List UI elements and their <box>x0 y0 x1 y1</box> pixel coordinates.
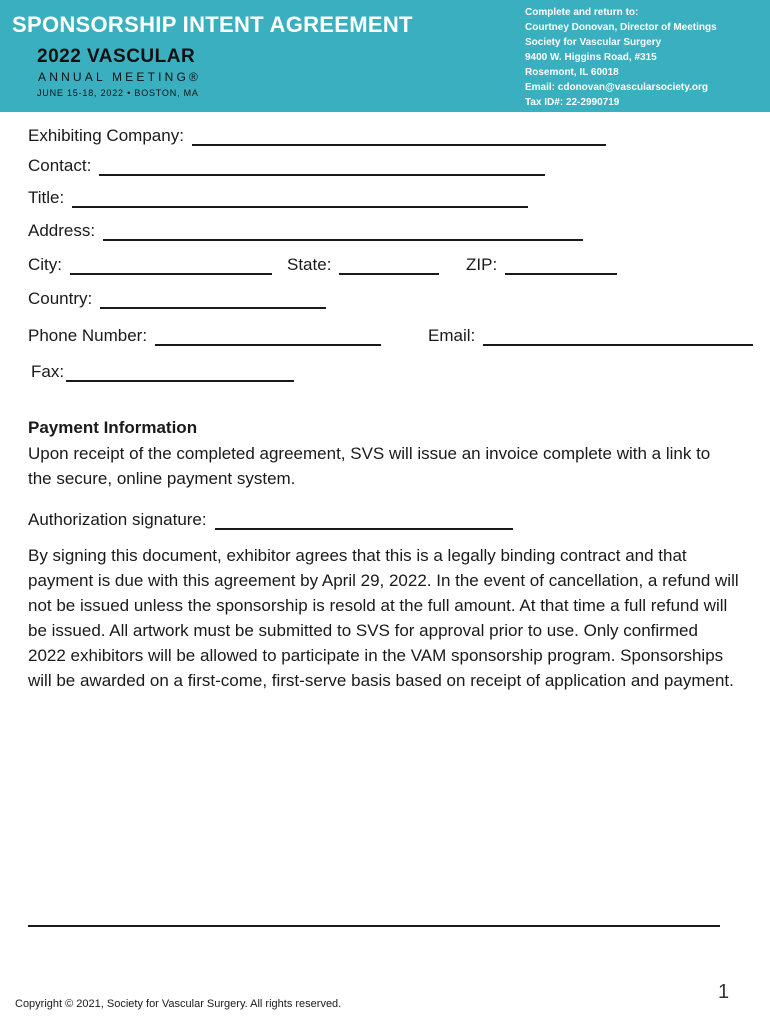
exhibiting-company-label: Exhibiting Company: <box>28 126 184 145</box>
page-number: 1 <box>718 981 730 1003</box>
contact-line: Tax ID#: 22-2990719 <box>525 97 620 108</box>
title-field[interactable] <box>72 190 528 208</box>
event-logo-subtitle: ANNUAL MEETING® <box>38 70 202 84</box>
copyright-notice: Copyright © 2021, Society for Vascular Surgery. All rights reserved. <box>15 998 342 1010</box>
zip-field[interactable] <box>505 257 617 275</box>
title-label: Title: <box>28 188 65 207</box>
terms-paragraph: By signing this document, exhibitor agrees that this is a legally binding contract and that payment is due with this agreement by April 29, 2022. In the event of cancellation, a refund will not be issued unless the sponsorship is resold at the full amount. At that time a full refund will be issued. All artwork must be submitted to SVS for approval prior to use. Only confirmed 2022 exhibitors will be allowed to participate in the VAM sponsorship program. Sponsorships will be awarded on a first-come, first-serve basis based on receipt of application and payment. <box>28 546 739 690</box>
authorization-signature-field[interactable] <box>215 512 513 530</box>
authorization-label: Authorization signature: <box>28 510 207 529</box>
payment-intro: Upon receipt of the completed agreement, SVS will issue an invoice complete with a link to the secure, online payment system. <box>28 444 711 488</box>
title-row <box>28 188 528 208</box>
contact-line: Email: cdonovan@vascularsociety.org <box>525 82 708 93</box>
state-label: State: <box>287 255 332 274</box>
exhibiting-company-row <box>28 126 606 146</box>
zip-label: ZIP: <box>466 255 498 274</box>
zip-row <box>466 255 617 275</box>
contact-row <box>28 156 545 176</box>
exhibiting-company-field[interactable] <box>192 128 606 146</box>
phone-label: Phone Number: <box>28 326 148 345</box>
state-row <box>287 255 439 275</box>
contact-line: 9400 W. Higgins Road, #315 <box>525 52 657 63</box>
page-title: SPONSORSHIP INTENT AGREEMENT <box>12 12 413 37</box>
address-row <box>28 221 583 241</box>
contact-line: Courtney Donovan, Director of Meetings <box>525 22 717 33</box>
country-label: Country: <box>28 289 93 308</box>
address-field[interactable] <box>103 223 583 241</box>
payment-heading: Payment Information <box>28 418 198 437</box>
event-logo-name: 2022 VASCULAR <box>37 46 196 67</box>
state-field[interactable] <box>339 257 439 275</box>
country-row <box>28 289 326 309</box>
contact-line: Society for Vascular Surgery <box>525 37 662 48</box>
email-field[interactable] <box>483 328 753 346</box>
phone-row <box>28 326 381 346</box>
fax-label: Fax: <box>31 362 65 381</box>
contact-info <box>525 5 717 110</box>
country-field[interactable] <box>100 291 326 309</box>
phone-field[interactable] <box>155 328 381 346</box>
contact-label: Contact: <box>28 156 92 175</box>
authorization-row <box>28 510 513 530</box>
city-label: City: <box>28 255 62 274</box>
header-banner <box>0 0 770 112</box>
signature-line[interactable] <box>28 925 720 927</box>
city-row <box>28 255 272 275</box>
email-row <box>428 326 753 346</box>
fax-field[interactable] <box>66 364 294 382</box>
fax-row <box>31 362 294 382</box>
city-field[interactable] <box>70 257 272 275</box>
email-label: Email: <box>428 326 476 345</box>
contact-field[interactable] <box>99 158 545 176</box>
address-label: Address: <box>28 221 96 240</box>
contact-line: Complete and return to: <box>525 7 639 18</box>
event-date-location: JUNE 15-18, 2022 • BOSTON, MA <box>37 88 199 98</box>
contact-line: Rosemont, IL 60018 <box>525 67 619 78</box>
